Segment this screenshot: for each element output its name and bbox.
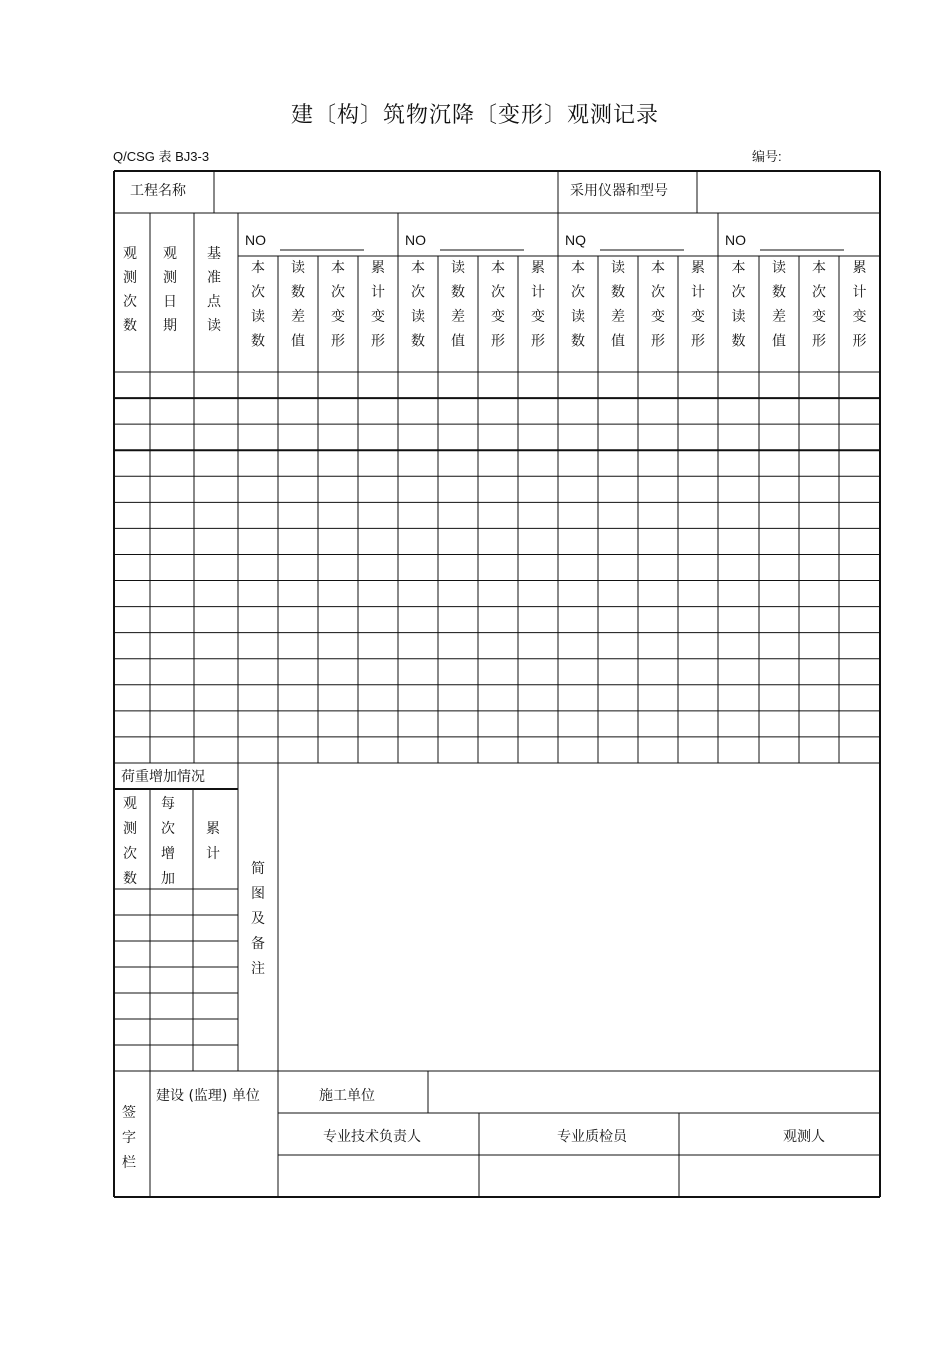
sub-column-header — [411, 259, 425, 350]
sub-column-header-char: 读 — [571, 309, 585, 325]
base-reading-header-char: 点 — [207, 294, 221, 310]
sub-column-header-char: 累 — [691, 260, 705, 276]
project-name-label: 工程名称 — [130, 183, 186, 199]
sub-column-header-char: 次 — [651, 284, 665, 301]
sub-column-header-char: 形 — [651, 333, 665, 350]
load-cumulative-header-char: 累 — [206, 821, 220, 837]
sub-column-header — [772, 259, 786, 350]
signature-section-label-char: 字 — [122, 1130, 136, 1146]
sketch-notes-label-char: 简 — [251, 861, 265, 877]
sub-column-header-char: 变 — [331, 309, 345, 325]
sub-column-header-char: 形 — [812, 333, 826, 350]
load-each-increase-header-char: 加 — [161, 871, 175, 887]
sketch-notes-label — [251, 861, 265, 977]
sub-column-header-char: 变 — [691, 309, 705, 325]
load-cumulative-header — [206, 821, 220, 862]
sub-column-header-char: 形 — [491, 333, 505, 350]
sketch-notes-label-char: 图 — [251, 886, 265, 902]
obs-date-header-char: 测 — [163, 270, 177, 286]
signature-section-label — [122, 1105, 136, 1171]
obs-date-header — [163, 246, 177, 334]
sub-column-header — [291, 259, 305, 350]
sub-column-header-char: 形 — [331, 333, 345, 350]
sub-column-header-char: 累 — [371, 260, 385, 276]
point-number-label: NO — [725, 232, 746, 248]
obs-count-header-char: 观 — [123, 246, 137, 262]
sub-column-header-char: 计 — [371, 284, 385, 301]
obs-count-header-char: 数 — [123, 318, 137, 334]
sub-column-header — [451, 259, 465, 350]
sub-column-header-char: 数 — [571, 333, 585, 350]
sub-column-header-char: 值 — [611, 333, 625, 350]
sub-column-header-char: 累 — [531, 260, 545, 276]
load-each-increase-header — [161, 796, 175, 887]
sub-column-header-char: 差 — [451, 309, 465, 325]
sub-column-header-char: 值 — [451, 333, 465, 350]
sub-column-header-char: 读 — [731, 309, 746, 325]
sub-column-header-char: 次 — [491, 284, 505, 301]
sub-column-header-char: 变 — [852, 309, 867, 325]
serial-number-label: 编号: — [752, 149, 782, 164]
sub-column-header — [611, 259, 625, 350]
sub-column-header-char: 读 — [251, 309, 265, 325]
signature-section-label-char: 栏 — [122, 1155, 136, 1171]
sub-column-header-char: 形 — [531, 333, 545, 350]
sub-column-header-char: 本 — [411, 260, 425, 276]
obs-date-header-char: 观 — [163, 246, 177, 262]
page-title: 建〔构〕筑物沉降〔变形〕观测记录 — [290, 103, 659, 128]
sub-column-header-char: 次 — [571, 284, 585, 301]
sub-column-header-char: 变 — [371, 309, 385, 325]
sub-column-header-char: 变 — [531, 309, 545, 325]
base-reading-header-char: 基 — [207, 246, 221, 262]
sub-column-header-char: 数 — [251, 333, 265, 350]
sub-column-header-char: 形 — [371, 333, 385, 350]
sub-column-header-char: 次 — [731, 284, 746, 301]
obs-count-header-char: 测 — [123, 270, 137, 286]
sub-column-header — [251, 259, 265, 350]
load-cumulative-header-char: 计 — [206, 846, 220, 862]
load-obs-count-header-char: 数 — [123, 871, 137, 887]
signature-section-label-char: 签 — [122, 1105, 136, 1121]
sub-column-header-char: 变 — [651, 309, 665, 325]
owner-unit-label: 建设 (监理) 单位 — [156, 1088, 260, 1104]
load-obs-count-header-char: 次 — [123, 846, 137, 862]
contractor-unit-label: 施工单位 — [319, 1088, 375, 1104]
load-obs-count-header — [123, 796, 137, 887]
sketch-notes-label-char: 及 — [251, 911, 265, 927]
sub-column-header-char: 数 — [411, 333, 425, 350]
sub-column-header — [691, 260, 705, 350]
sub-column-header-char: 本 — [731, 260, 746, 276]
sub-column-header-char: 本 — [812, 260, 826, 276]
sub-column-header-char: 本 — [491, 260, 505, 276]
sub-column-header-char: 计 — [531, 284, 545, 301]
sub-column-header-char: 形 — [852, 333, 867, 350]
tech-lead-label: 专业技术负责人 — [323, 1129, 421, 1145]
sub-column-header-char: 次 — [812, 284, 826, 301]
sub-column-header-char: 数 — [451, 284, 465, 301]
sub-column-header-char: 形 — [691, 333, 705, 350]
sub-column-header-char: 读 — [772, 260, 786, 276]
sub-column-header — [732, 259, 746, 350]
sub-column-header-char: 累 — [852, 260, 867, 276]
sub-column-header — [571, 259, 585, 350]
base-reading-header — [207, 245, 222, 334]
instrument-label: 采用仪器和型号 — [570, 183, 668, 199]
sub-column-header-char: 差 — [611, 309, 625, 325]
sub-column-header — [371, 260, 385, 350]
point-number-label: NO — [405, 232, 426, 248]
obs-date-header-char: 日 — [163, 294, 177, 310]
sub-column-header-char: 读 — [451, 260, 465, 276]
sub-column-header-char: 读 — [291, 260, 305, 276]
sub-column-header-char: 值 — [291, 333, 305, 350]
load-each-increase-header-char: 次 — [161, 821, 175, 837]
sub-column-header-char: 次 — [251, 284, 265, 301]
sub-column-header-char: 变 — [491, 309, 505, 325]
base-reading-header-char: 读 — [207, 318, 221, 334]
sub-column-header — [812, 259, 826, 350]
base-reading-header-char: 准 — [207, 270, 221, 286]
sub-column-header-char: 本 — [251, 260, 265, 276]
load-each-increase-header-char: 每 — [161, 796, 175, 812]
load-each-increase-header-char: 增 — [161, 846, 175, 862]
sub-column-header-char: 计 — [852, 284, 867, 301]
observer-label: 观测人 — [783, 1129, 825, 1145]
form-code: Q/CSG 表 BJ3-3 — [113, 149, 210, 164]
sub-column-header — [491, 259, 505, 350]
qc-inspector-label: 专业质检员 — [557, 1129, 627, 1145]
sub-column-header-char: 读 — [411, 309, 425, 325]
sketch-notes-label-char: 注 — [251, 961, 265, 977]
load-obs-count-header-char: 观 — [123, 796, 137, 812]
point-number-label: NO — [245, 232, 266, 248]
sub-column-header-char: 次 — [331, 284, 345, 301]
load-title: 荷重增加情况 — [121, 769, 205, 785]
obs-date-header-char: 期 — [163, 318, 177, 334]
sub-column-header-char: 数 — [291, 284, 305, 301]
sub-column-header-char: 数 — [611, 284, 625, 301]
sub-column-header-char: 本 — [331, 260, 345, 276]
sub-column-header — [651, 259, 665, 350]
sub-column-header — [531, 260, 545, 350]
sub-column-header-char: 计 — [691, 284, 705, 301]
sub-column-header-char: 差 — [291, 309, 305, 325]
sub-column-header-char: 数 — [731, 333, 746, 350]
sub-column-header-char: 差 — [772, 309, 786, 325]
sub-column-header-char: 本 — [571, 260, 585, 276]
sub-column-header-char: 值 — [772, 333, 786, 350]
point-number-label: NQ — [565, 232, 586, 248]
obs-count-header — [123, 246, 137, 334]
sub-column-header — [853, 260, 867, 350]
sub-column-header-char: 次 — [411, 284, 425, 301]
sketch-notes-label-char: 备 — [251, 936, 265, 952]
sub-column-header-char: 数 — [772, 284, 786, 301]
sub-column-header-char: 本 — [651, 260, 665, 276]
load-obs-count-header-char: 测 — [123, 821, 137, 837]
sub-column-header-char: 变 — [812, 309, 826, 325]
sub-column-header-char: 读 — [611, 260, 625, 276]
sub-column-header — [331, 259, 345, 350]
obs-count-header-char: 次 — [123, 294, 137, 310]
